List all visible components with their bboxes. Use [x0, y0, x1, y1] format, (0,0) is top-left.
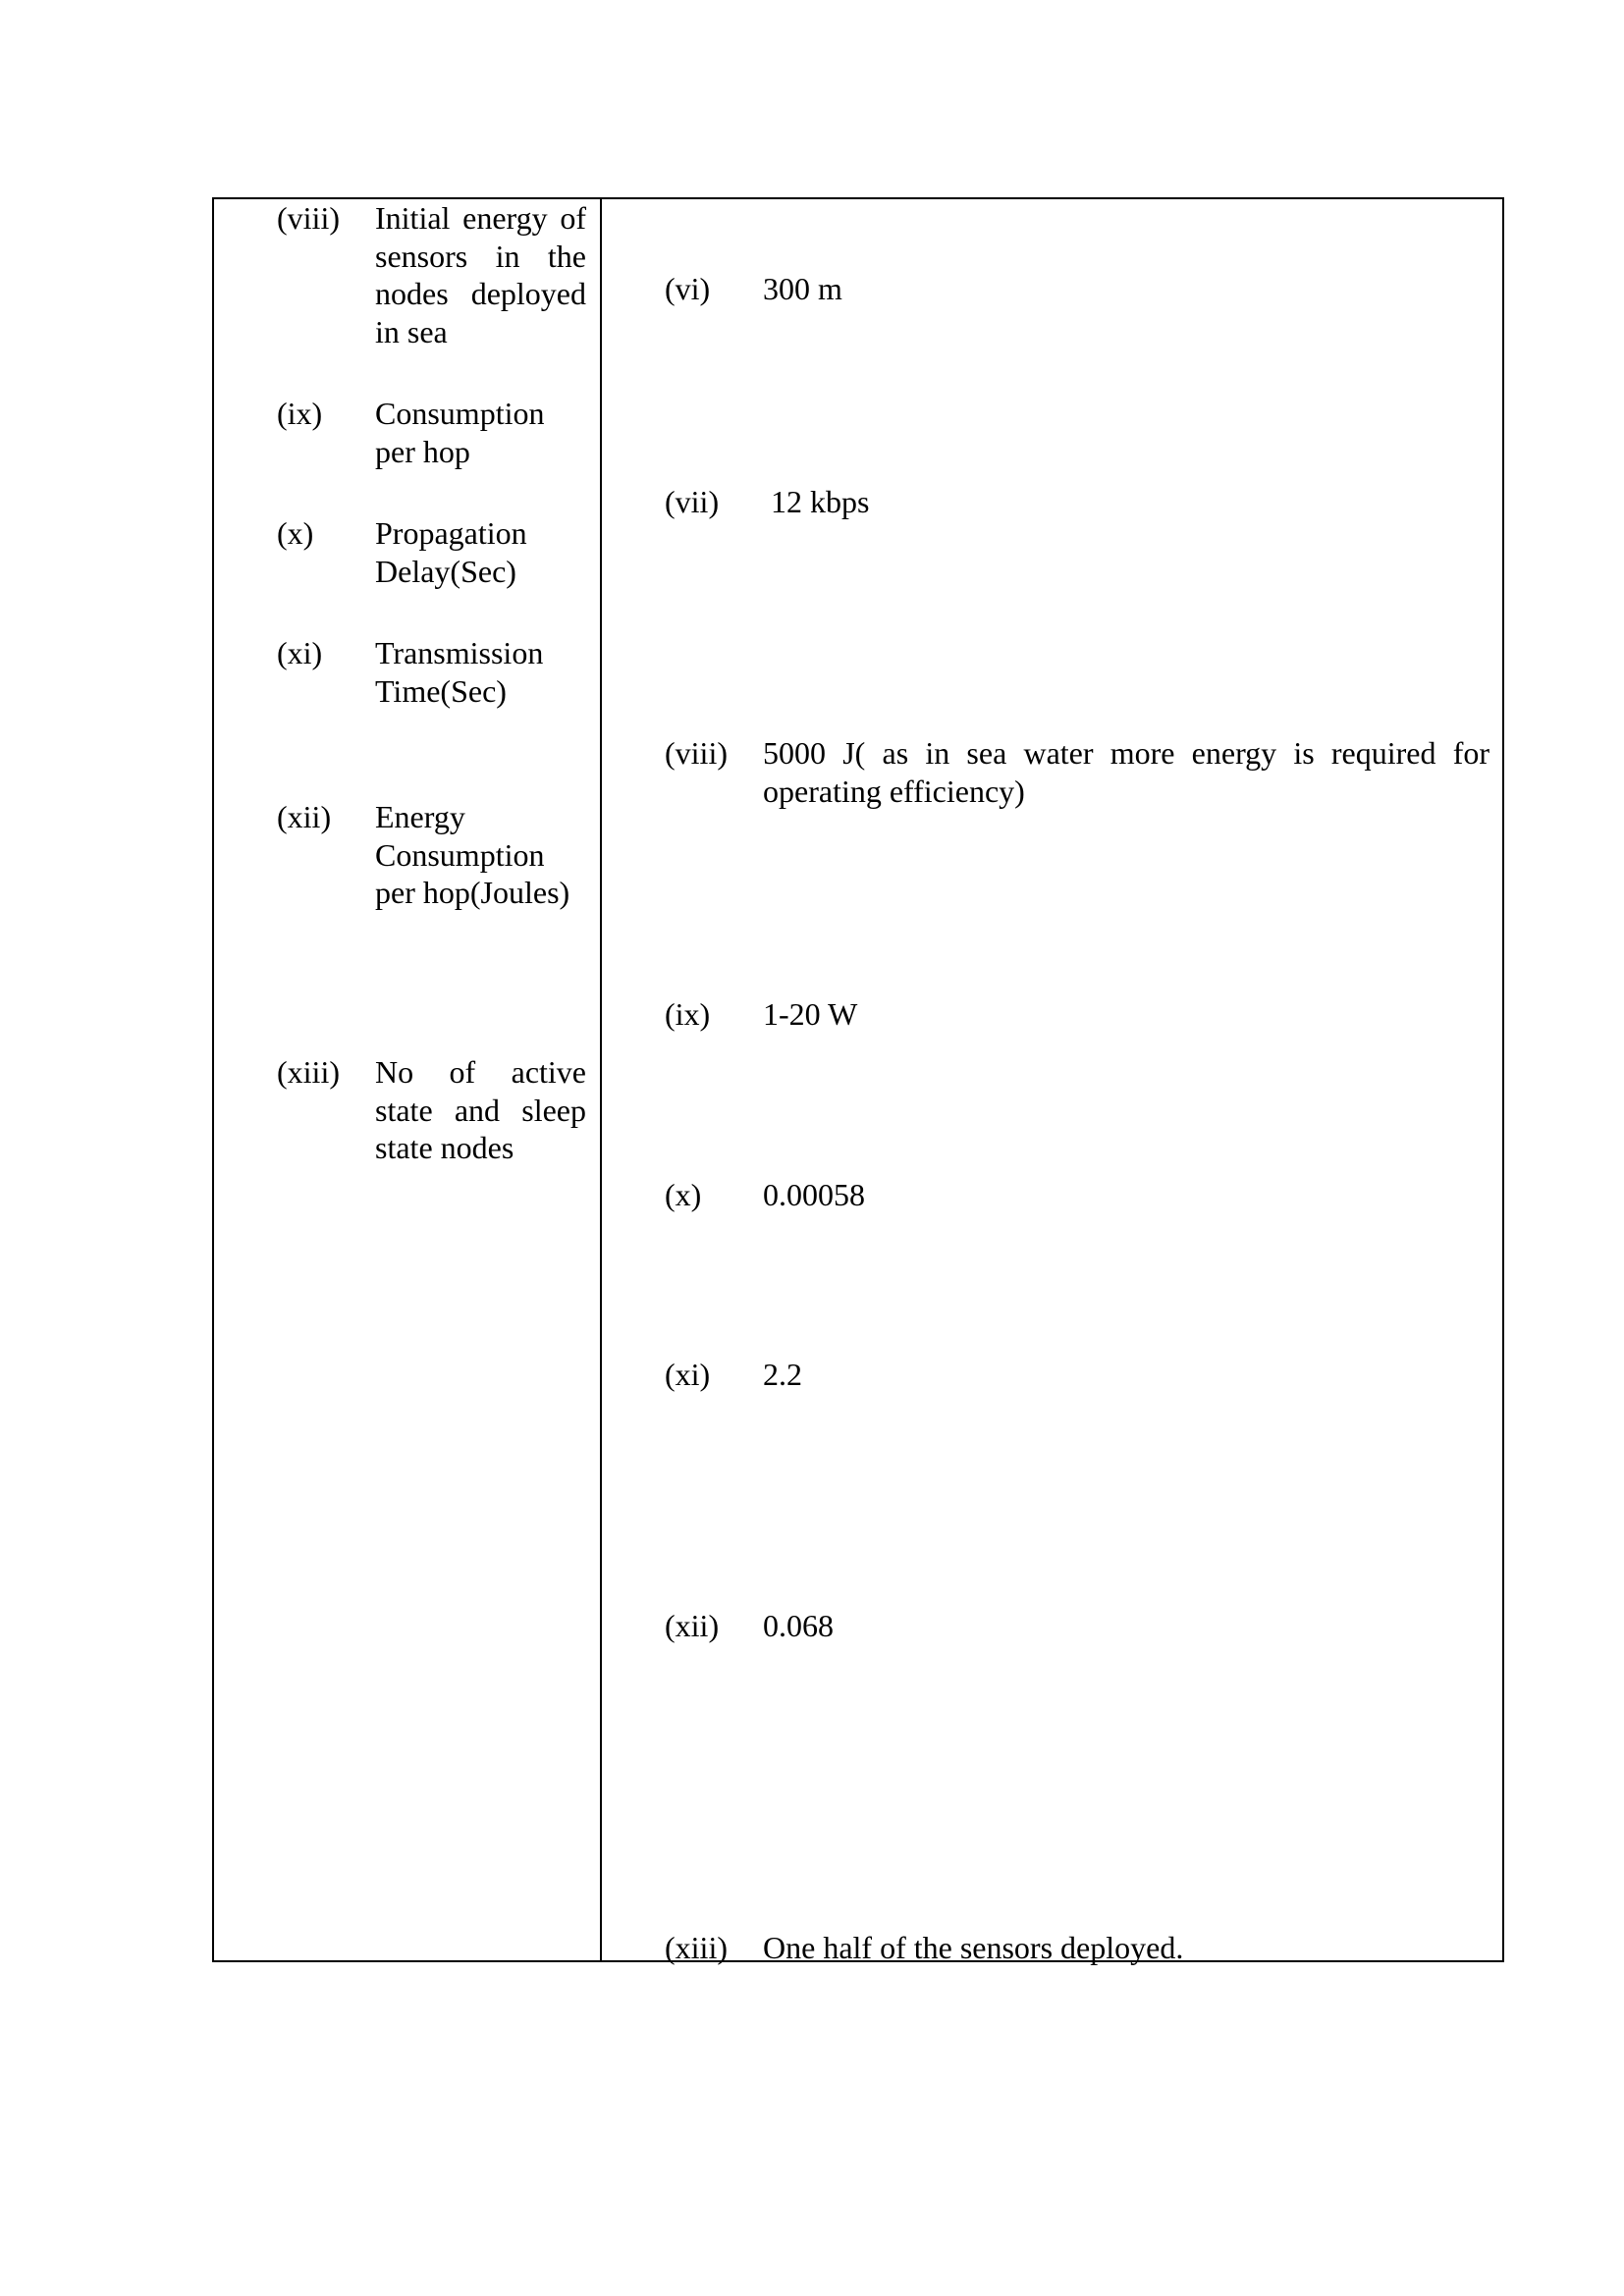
left-item-label	[375, 634, 586, 710]
label-line: state nodes	[375, 1130, 514, 1165]
left-item-label	[375, 199, 586, 350]
right-item-value: 300 m	[763, 271, 842, 306]
left-item-number: (xiii)	[277, 1054, 340, 1090]
label-line: Time(Sec)	[375, 672, 507, 709]
label-line: per hop	[375, 433, 470, 469]
left-item-number: (xii)	[277, 799, 332, 834]
label-line: in sea	[375, 313, 448, 349]
left-item-number: (x)	[277, 515, 314, 551]
right-item-value: 1-20 W	[763, 996, 858, 1032]
right-item-value: 2.2	[763, 1357, 802, 1392]
right-item-number: (xi)	[665, 1357, 711, 1392]
right-item-value: 0.068	[763, 1608, 834, 1643]
label-line: sensors in the	[375, 238, 586, 274]
label-line: nodes deployed	[375, 276, 586, 311]
left-item-number: (xi)	[277, 635, 323, 670]
right-item-value: 0.00058	[763, 1177, 865, 1212]
column-divider	[600, 197, 602, 1962]
right-item-value: One half of the sensors deployed.	[763, 1930, 1184, 1965]
label-line: state and sleep	[375, 1092, 586, 1128]
right-item-number: (viii)	[665, 735, 728, 771]
label-line: No of active	[375, 1054, 586, 1090]
label-line: Transmission	[375, 635, 544, 670]
label-line: Energy	[375, 799, 465, 834]
right-item-number: (ix)	[665, 996, 711, 1032]
label-line: Delay(Sec)	[375, 553, 516, 589]
label-line: Propagation	[375, 515, 527, 551]
right-item-number: (vi)	[665, 271, 711, 306]
right-item-number: (xii)	[665, 1608, 720, 1643]
label-line: Consumption	[375, 396, 545, 431]
right-item-number: (x)	[665, 1177, 702, 1212]
right-item-value: 12 kbps	[763, 484, 870, 519]
label-line: per hop(Joules)	[375, 875, 570, 910]
right-item-number: (vii)	[665, 484, 720, 519]
left-item-label	[375, 395, 586, 470]
right-item-value: 5000 J( as in sea water more energy is required for operating efficiency)	[763, 735, 1489, 809]
right-item-number: (xiii)	[665, 1930, 728, 1965]
left-item-number: (viii)	[277, 200, 340, 236]
left-item-number: (ix)	[277, 396, 323, 431]
label-line: Consumption	[375, 836, 545, 873]
left-item-label	[375, 1053, 586, 1167]
left-item-label	[375, 514, 586, 590]
label-line: Initial energy of	[375, 200, 586, 236]
left-item-label	[375, 798, 586, 912]
